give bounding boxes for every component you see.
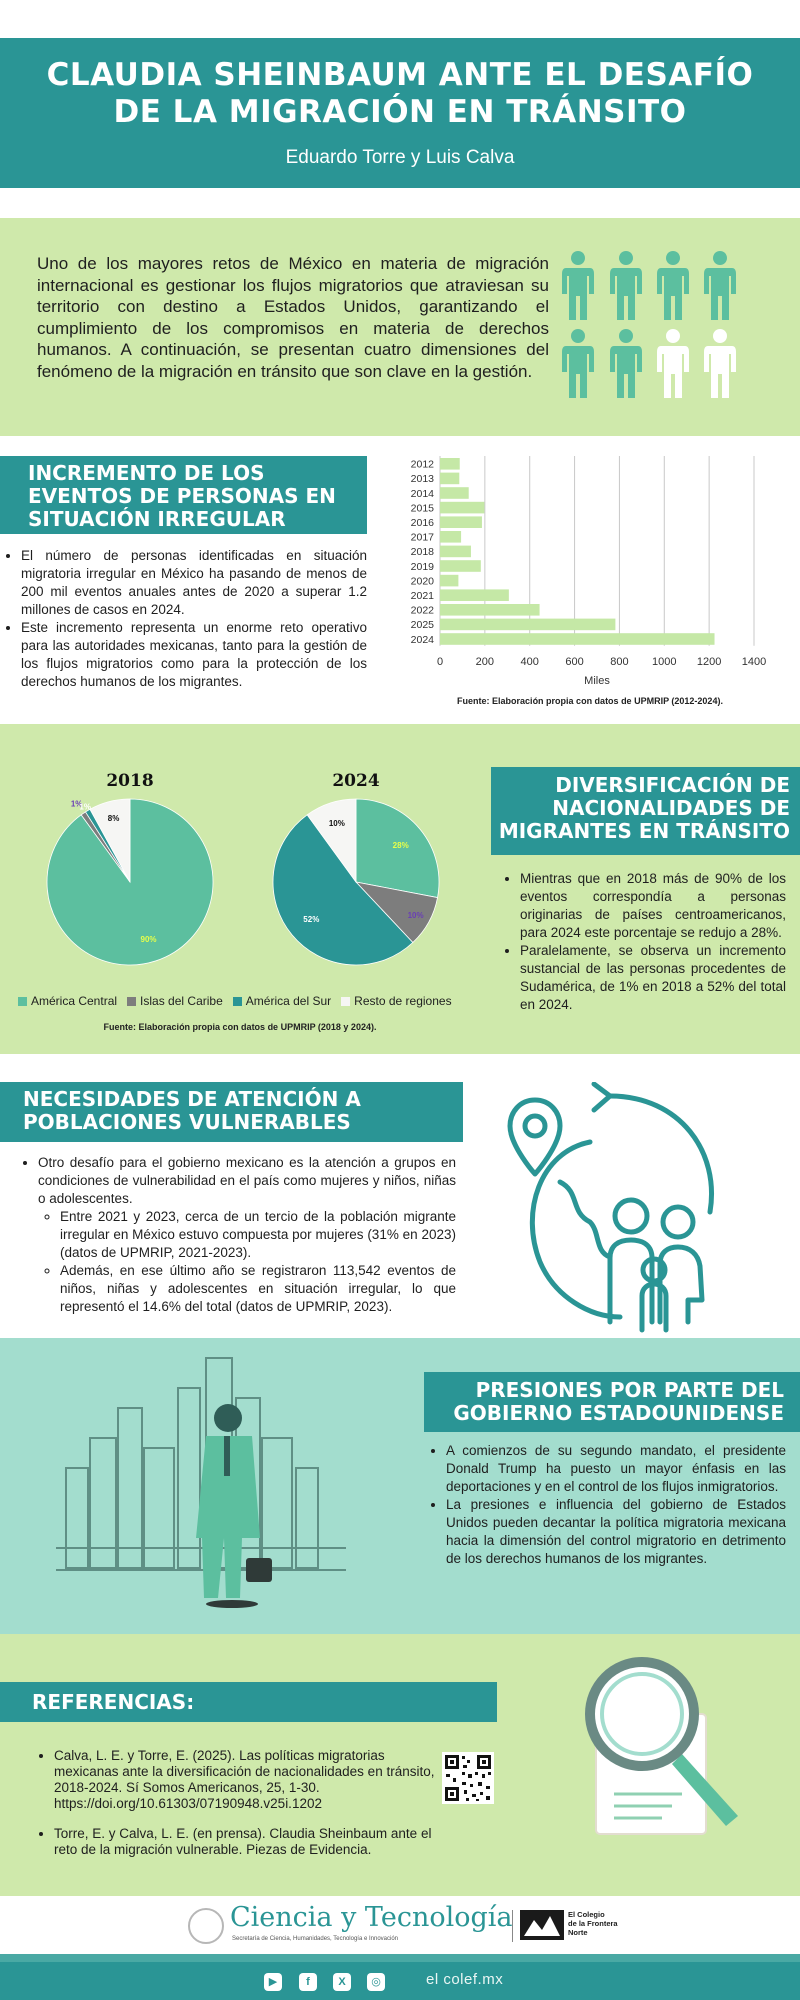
references-title: REFERENCIAS:	[0, 1682, 497, 1722]
y-tick-label: 2022	[410, 604, 434, 617]
bar	[440, 502, 484, 514]
instagram-icon[interactable]: ◎	[367, 1973, 385, 1991]
bar	[440, 458, 460, 470]
bullet-item: • El número de personas identificadas en situación migratoria irregular en México ha pasando de menos de 200 mil eventos anuales antes de 2020 a superar 1.2 millones de casos en 2024.	[21, 547, 367, 619]
pie-title: 2024	[332, 772, 380, 791]
family-globe-icon	[500, 1082, 730, 1338]
bar	[440, 575, 458, 587]
section2-title-line: MIGRANTES EN TRÁNSITO	[498, 819, 790, 843]
section4-bullets	[428, 1442, 786, 1568]
legend-item: América del Sur	[233, 994, 331, 1008]
logos-bar	[0, 1896, 800, 1954]
qr-code[interactable]	[442, 1752, 494, 1804]
x-tick-label: 1200	[696, 655, 722, 668]
legend-item: América Central	[18, 994, 117, 1008]
x-tick-label: 200	[475, 655, 495, 668]
section1-title	[0, 456, 367, 534]
bar	[440, 619, 615, 631]
section4	[0, 1338, 800, 1634]
person-icon	[700, 250, 740, 322]
bullet-item: • Mientras que en 2018 más de 90% de los eventos correspondía a personas originarias de países centroamericanos, para 2024 este porcentaje se redujo a 28%.	[520, 870, 786, 942]
section1-title-line: INCREMENTO DE LOS	[28, 461, 265, 485]
x-tick-label: 1400	[741, 655, 767, 668]
bullet-item: • Este incremento representa un enorme reto operativo para las autoridades mexicanas, tanto para la gestión de los flujos migratorios como para la protección de los derechos humanos de los migrantes.	[21, 619, 367, 691]
person-icon	[558, 328, 598, 400]
pie-data-label: 1%	[79, 802, 91, 812]
bar	[440, 531, 461, 543]
sub-bullet-item: ◦ Además, en ese último año se registraron 113,542 eventos de niños, niñas y adolescentes en situación irregular, lo que representó el 14.6% del total (datos de UPMRIP, 2023).	[60, 1262, 456, 1316]
title-line-1: CLAUDIA SHEINBAUM ANTE EL DESAFÍO	[46, 57, 754, 93]
x-tick-label: 0	[436, 655, 444, 668]
section3-title	[0, 1082, 463, 1142]
title-line-2: DE LA MIGRACIÓN EN TRÁNSITO	[113, 94, 687, 130]
pie-data-label: 52%	[303, 914, 320, 924]
facebook-icon[interactable]: f	[299, 1973, 317, 1991]
person-icon	[606, 250, 646, 322]
bar	[440, 516, 482, 528]
person-icon	[558, 250, 598, 322]
colef-name: El Colegio de la Frontera Norte	[568, 1910, 618, 1937]
y-tick-label: 2025	[410, 619, 434, 632]
x-tick-label: 800	[610, 655, 629, 668]
pie-data-label: 90%	[140, 935, 157, 945]
bullet-item: • La presiones e influencia del gobierno de Estados Unidos pueden decantar la política migratoria mexicana hacia la dimensión del control migratorio en detrimento de los derechos humanos de los migrantes.	[446, 1496, 786, 1568]
bar	[440, 487, 469, 499]
bar	[440, 546, 471, 558]
brand-subtitle: Secretaría de Ciencia, Humanidades, Tecnología e Innovación	[232, 1936, 398, 1942]
y-tick-label: 2012	[410, 458, 434, 471]
pie-chart-2024	[264, 772, 454, 972]
section1-title-line: EVENTOS DE PERSONAS EN	[28, 484, 336, 508]
bar	[440, 589, 509, 601]
y-tick-label: 2015	[410, 502, 434, 515]
person-icon	[653, 250, 693, 322]
intro-section	[0, 218, 800, 436]
footer	[0, 1954, 800, 2000]
section1-title-line: SITUACIÓN IRREGULAR	[28, 507, 286, 531]
person-icon	[700, 328, 740, 400]
y-tick-label: 2024	[410, 633, 434, 646]
government-seal-icon	[188, 1908, 224, 1944]
pie-chart-2018	[38, 772, 228, 972]
y-tick-label: 2016	[410, 517, 434, 529]
y-tick-label: 2019	[410, 560, 434, 573]
y-tick-label: 2017	[410, 531, 434, 544]
header-banner	[0, 38, 800, 188]
colef-logo-icon	[520, 1910, 564, 1940]
bar	[440, 473, 459, 485]
section4-title-line: GOBIERNO ESTADOUNIDENSE	[453, 1401, 784, 1425]
bar	[440, 633, 715, 645]
bar-chart	[398, 448, 778, 718]
authors: Eduardo Torre y Luis Calva	[285, 147, 515, 168]
y-tick-label: 2020	[410, 575, 434, 588]
person-icon	[653, 328, 693, 400]
magnifying-glass-document-icon	[562, 1644, 762, 1844]
city-skyline-illustration	[56, 1348, 346, 1618]
bar-chart-source: Fuente: Elaboración propia con datos de UPMRIP (2012-2024).	[457, 696, 723, 706]
pie-title: 2018	[106, 772, 154, 791]
pie-chart-source: Fuente: Elaboración propia con datos de UPMRIP (2018 y 2024).	[103, 1022, 377, 1032]
references-section	[0, 1634, 800, 1896]
section3-title-line: POBLACIONES VULNERABLES	[23, 1110, 351, 1134]
section3-title-line: NECESIDADES DE ATENCIÓN A	[23, 1087, 361, 1111]
bar	[440, 604, 540, 616]
reference-item: • Calva, L. E. y Torre, E. (2025). Las políticas migratorias mexicanas ante la diversificación de nacionalidades en tránsito, 2018-2024. Sí Somos Americanos, 25, 1-30. https://doi.org/10.61303/07190948.v25i.1202	[54, 1748, 438, 1812]
pie-data-label: 10%	[328, 819, 345, 829]
bar	[440, 560, 481, 572]
bullet-item: • A comienzos de su segundo mandato, el presidente Donald Trump ha puesto un mayor énfasis en las deportaciones y en el control de los flujos inmigratorios.	[446, 1442, 786, 1496]
bullet-item: • Paralelamente, se observa un incremento sustancial de las personas procedentes de Sudamérica, de 1% en 2018 a 52% del total en 2024.	[520, 942, 786, 1014]
pie-legend	[18, 994, 478, 1008]
y-tick-label: 2014	[410, 487, 434, 500]
y-tick-label: 2021	[410, 590, 434, 602]
youtube-icon[interactable]: ▶	[264, 1973, 282, 1991]
legend-item: Islas del Caribe	[127, 994, 223, 1008]
reference-item: • Torre, E. y Calva, L. E. (en prensa). Claudia Sheinbaum ante el reto de la migración vulnerable. Piezas de Evidencia.	[54, 1826, 438, 1858]
references-list	[36, 1748, 438, 1858]
section2-title	[491, 767, 800, 855]
section1-bullets	[3, 547, 367, 691]
pie-data-label: 8%	[107, 814, 120, 824]
pie-data-label: 28%	[392, 841, 409, 851]
section3-bullets	[20, 1154, 456, 1316]
x-tick-label: 400	[520, 655, 539, 668]
x-axis-label: Miles	[584, 674, 610, 687]
bullet-item: • Otro desafío para el gobierno mexicano es la atención a grupos en condiciones de vulnerabilidad en el país como mujeres y niños, niñas o adolescentes. ◦ Entre 2021 y 2023, cerca de un tercio de la población migrante irregular en México estuvo compuesta por mujeres (31% en 2023) (datos de UPMRIP, 2021-2023). ◦ Además, en ese último año se registraron 113,542 eventos de niños, niñas y adolescentes en situación irregular, lo que representó el 14.6% del total (datos de UPMRIP, 2023).	[38, 1154, 456, 1316]
brand-name: Ciencia y Tecnología	[230, 1902, 513, 1933]
section2-bullets	[502, 870, 786, 1014]
section4-title-line: PRESIONES POR PARTE DEL	[475, 1378, 784, 1402]
intro-text: Uno de los mayores retos de México en materia de migración internacional es gestionar los flujos migratorios que atraviesan su territorio con destino a Estados Unidos, garantizando el cumplimiento de los compromisos en materia de derechos humanos. A continuación, se presentan cuatro dimensiones del fenómeno de la migración en tránsito que son clave en la gestión.	[37, 254, 549, 381]
logo-divider	[512, 1910, 513, 1942]
y-tick-label: 2018	[410, 546, 434, 559]
legend-item: Resto de regiones	[341, 994, 451, 1008]
section2-title-line: NACIONALIDADES DE	[552, 796, 790, 820]
sub-bullet-item: ◦ Entre 2021 y 2023, cerca de un tercio de la población migrante irregular en México estuvo compuesta por mujeres (31% en 2023) (datos de UPMRIP, 2021-2023).	[60, 1208, 456, 1262]
x-tick-label: 600	[565, 655, 584, 668]
x-icon[interactable]: X	[333, 1973, 351, 1991]
page-title	[0, 38, 800, 131]
section2	[0, 724, 800, 1054]
x-tick-label: 1000	[652, 655, 677, 668]
site-link[interactable]: el colef.mx	[426, 1971, 504, 1988]
pie-data-label: 10%	[407, 910, 424, 920]
pie-data-label: 1%	[70, 799, 83, 809]
section2-title-line: DIVERSIFICACIÓN DE	[555, 773, 790, 797]
section4-title	[424, 1372, 800, 1432]
person-icon	[606, 328, 646, 400]
y-tick-label: 2013	[410, 473, 434, 486]
